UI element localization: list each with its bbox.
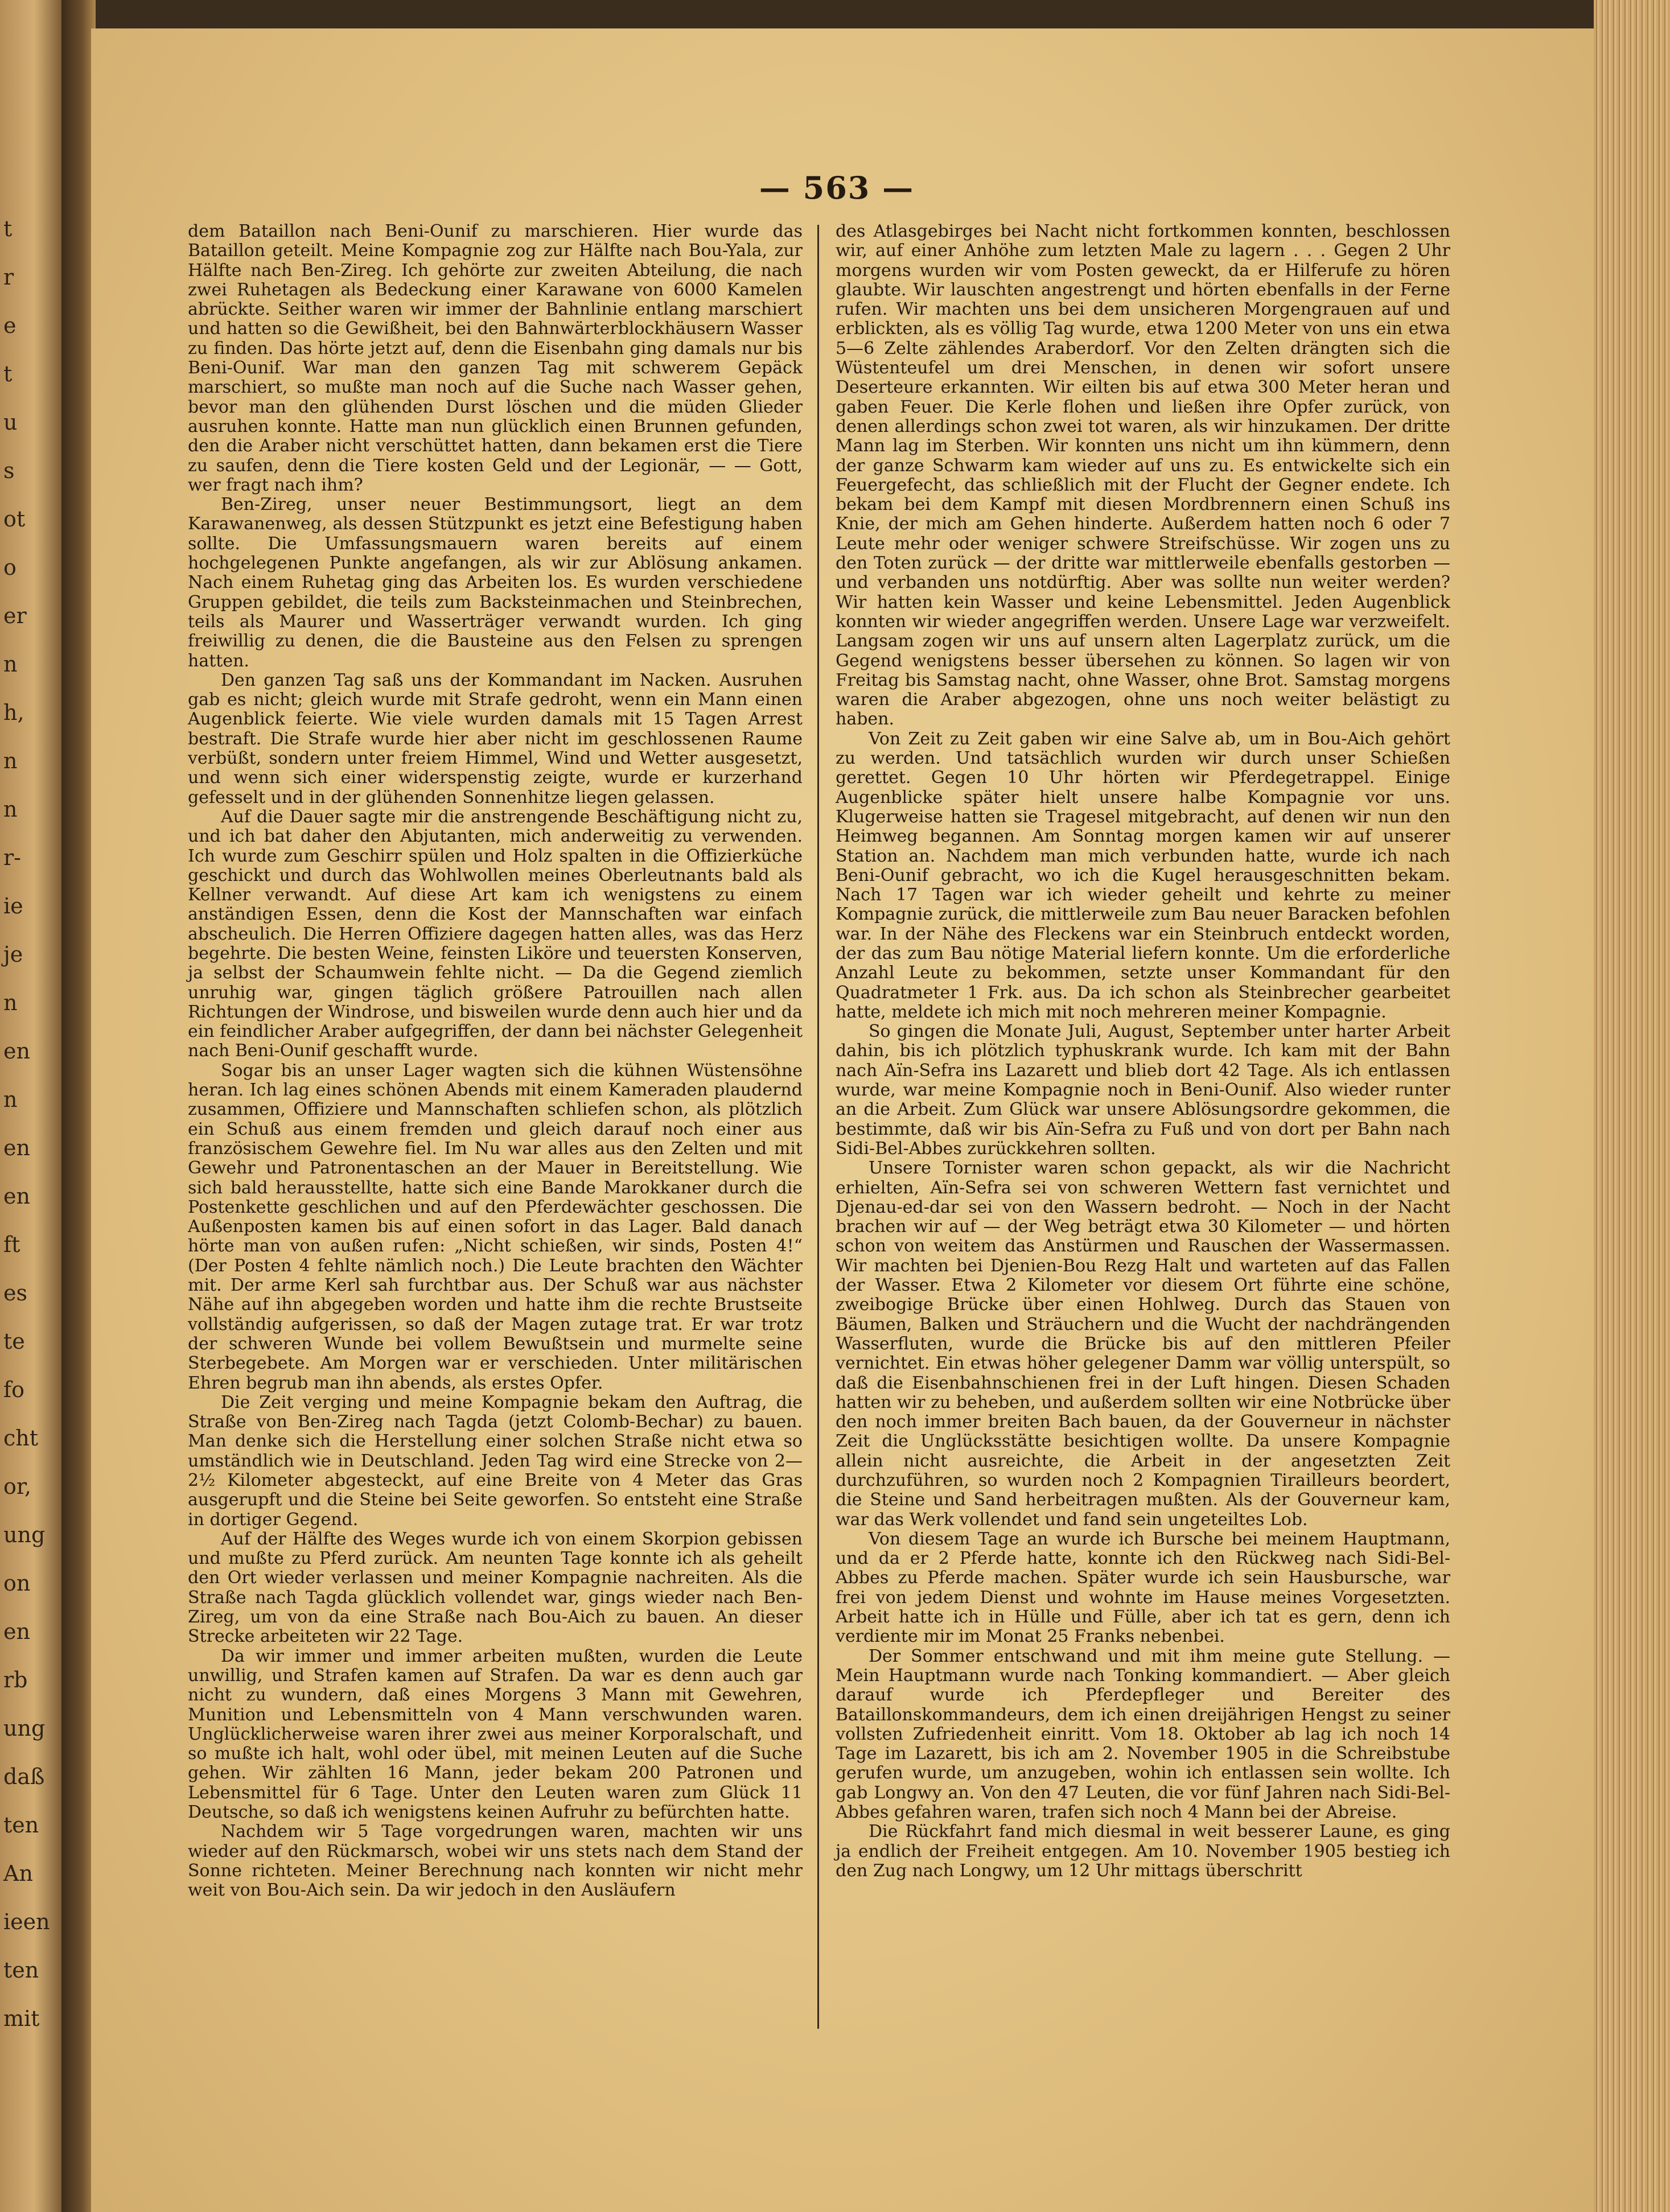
paragraph: Die Zeit verging und meine Kompagnie bekam den Auftrag, die Straße von Ben-Zireg nach Tagda (jetzt Colomb-Bechar) zu bauen. Man denke sich die Herstellung einer solchen Straße nicht etwa so umständlich wie in Deutschland. Jeden Tag wird eine Strecke von 2—2½ Kilometer abgesteckt, auf eine Breite von 4 Meter das Gras ausgerupft und die Steine bei Seite geworfen. So entsteht eine Straße in dortiger Gegend. [188,1392,803,1530]
book-gutter [61,0,96,2212]
edge-fragment: je [3,942,23,967]
edge-fragment: r- [3,845,22,870]
edge-fragment: n [3,797,18,822]
paragraph: des Atlasgebirges bei Nacht nicht fortkommen konnten, beschlossen wir, auf einer Anhöhe zum letzten Male zu lagern . . . Gegen 2 Uhr morgens wurden wir vom Posten geweckt, da er Hilferufe zu hören glaubte. Wir lauschten angestrengt und hörten ebenfalls in der Ferne rufen. Wir machten uns bei dem unsicheren Morgengrauen auf und erblickten, als es völlig Tag wurde, etwa 1200 Meter von uns ein etwa 5—6 Zelte zählendes Araberdorf. Vor den Zelten drängten sich die Wüstenteufel um drei Menschen, in denen wir sofort unsere Deserteure erkannten. Wir eilten bis auf etwa 300 Meter heran und gaben Feuer. Die Kerle flohen und ließen ihre Opfer zurück, von denen allerdings schon zwei tot waren, als wir hinzukamen. Der dritte Mann lag im Sterben. Wir konnten uns nicht um ihn kümmern, denn der ganze Schwarm kam wieder auf uns zu. Es entwickelte sich ein Feuergefecht, das schließlich mit der Flucht der Gegner endete. Ich bekam bei dem Kampf mit diesen Mordbrennern einen Schuß ins Knie, der mich am Gehen hinderte. Außerdem hatten noch 6 oder 7 Leute mehr oder weniger schwere Streifschüsse. Wir zogen uns zu den Toten zurück — der dritte war mittlerweile ebenfalls gestorben — und verbanden uns notdürftig. Aber was sollte nun weiter werden? Wir hatten kein Wasser und keine Lebensmittel. Jeden Augenblick konnten wir wieder angegriffen werden. Unsere Lage war verzweifelt. Langsam zogen wir uns auf unsern alten Lagerplatz zurück, um die Gegend wenigstens besser übersehen zu können. So lagen wir von Freitag bis Samstag nacht, ohne Wasser, ohne Brot. Samstag morgens waren die Araber abgezogen, ohne uns noch weiter belästigt zu haben. [836,221,1450,730]
page-stack-edges [1594,0,1670,2212]
paragraph: dem Bataillon nach Beni-Ounif zu marschieren. Hier wurde das Bataillon geteilt. Meine Kompagnie zog zur Hälfte nach Bou-Yala, zur Hälfte nach Ben-Zireg. Ich gehörte zur zweiten Abteilung, die nach zwei Ruhetagen als Bedeckung einer Karawane von 6000 Kamelen abrückte. Seither waren wir immer der Bahnlinie entlang marschiert und hatten so die Gewißheit, bei den Bahnwärterblockhäusern Wasser zu finden. Das hörte jetzt auf, denn die Eisenbahn ging damals nur bis Beni-Ounif. War man den ganzen Tag mit schwerem Gepäck marschiert, so mußte man noch auf die Suche nach Wasser gehen, bevor man den glühenden Durst löschen und die müden Glieder ausruhen konnte. Hatte man nun glücklich einen Brunnen gefunden, den die Araber nicht verschüttet hatten, dann bekamen erst die Tiere zu saufen, denn die Tiere kosten Geld und der Legionär, — — Gott, wer fragt nach ihm? [188,221,803,495]
edge-fragment: n [3,990,18,1015]
edge-fragment: ung [3,1716,46,1741]
column-divider [817,225,819,2029]
edge-fragment: n [3,652,18,677]
edge-fragment: en [3,1184,30,1209]
edge-fragment: ieen [3,1909,50,1934]
text-column-right [836,222,1450,1881]
edge-fragment: fo [3,1377,24,1402]
paragraph: Von Zeit zu Zeit gaben wir eine Salve ab, um in Bou-Aich gehört zu werden. Und tatsächlich wurden wir durch unser Schießen gerettet. Gegen 10 Uhr hörten wir Pferdegetrappel. Einige Augenblicke später hielt unsere halbe Kompagnie vor uns. Klugerweise hatten sie Tragesel mitgebracht, auf denen wir nun den Heimweg begannen. Am Sonntag morgen kamen wir auf unserer Station an. Nachdem man mich verbunden hatte, wurde ich nach Beni-Ounif gebracht, wo ich die Kugel herausgeschnitten bekam. Nach 17 Tagen war ich wieder geheilt und kehrte zu meiner Kompagnie zurück, die mittlerweile zum Bau neuer Baracken befohlen war. In der Nähe des Fleckens war ein Steinbruch entdeckt worden, der das zum Bau nötige Material liefern konnte. Um die erforderliche Anzahl Leute zu bekommen, setzte unser Kommandant für den Quadratmeter 1 Frk. aus. Da ich schon als Steinbrecher gearbeitet hatte, meldete ich mich mit noch mehreren meiner Kompagnie. [836,728,1450,1022]
paragraph: Da wir immer und immer arbeiten mußten, wurden die Leute unwillig, und Strafen kamen auf Strafen. Da war es denn auch gar nicht zu wundern, daß eines Morgens 3 Mann mit Gewehren, Munition und Lebensmitteln von 4 Mann verschwunden waren. Unglücklicherweise waren ihrer zwei aus meiner Korporalschaft, und so mußte ich halt, wohl oder übel, mit meinen Leuten auf die Suche gehen. Wir zählten 16 Mann, jeder bekam 200 Patronen und Lebensmittel für 6 Tage. Unter den Leuten waren zum Glück 11 Deutsche, so daß ich wenigstens keinen Aufruhr zu befürchten hatte. [188,1646,803,1823]
paragraph: Der Sommer entschwand und mit ihm meine gute Stellung. — Mein Hauptmann wurde nach Tonking kommandiert. — Aber gleich darauf wurde ich Pferdepfleger und Bereiter des Bataillonskommandeurs, dem ich einen dreijährigen Hengst zu seiner vollsten Zufriedenheit einritt. Vom 18. Oktober ab lag ich noch 14 Tage im Lazarett, bis ich am 2. November 1905 in die Schreibstube gerufen wurde, um anzugeben, wohin ich entlassen sein wollte. Ich gab Longwy an. Von den 47 Leuten, die vor fünf Jahren nach Sidi-Bel-Abbes gefahren waren, trafen sich noch 4 Mann bei der Abreise. [836,1646,1450,1823]
edge-fragment: n [3,1087,18,1112]
edge-fragment: on [3,1571,31,1596]
edge-fragment: ten [3,1958,39,1983]
edge-fragment: er [3,603,27,628]
edge-fragment: h, [3,700,24,725]
edge-fragment: daß [3,1764,45,1789]
edge-fragment: o [3,555,17,580]
edge-fragment: rb [3,1667,28,1692]
paragraph: Von diesem Tage an wurde ich Bursche bei meinem Hauptmann, und da er 2 Pferde hatte, konnte ich den Rückweg nach Sidi-Bel-Abbes zu Pferde machen. Später wurde ich sein Hausbursche, war frei von jedem Dienst und wohnte im Hause meines Vorgesetzten. Arbeit hatte ich in Hülle und Fülle, aber ich tat es gern, denn ich verdiente mir im Monat 25 Franks nebenbei. [836,1529,1450,1647]
edge-fragment: cht [3,1426,39,1451]
edge-fragment: es [3,1280,27,1305]
edge-fragment: t [3,216,13,241]
edge-fragment: ung [3,1522,46,1547]
edge-fragment: en [3,1135,30,1160]
edge-fragment: or, [3,1474,31,1499]
edge-fragment: s [3,458,15,483]
paragraph: Sogar bis an unser Lager wagten sich die kühnen Wüstensöhne heran. Ich lag eines schönen Abends mit einem Kameraden plaudernd zusammen, Offiziere und Mannschaften schliefen schon, als plötzlich ein Schuß aus einem fremden und gleich darauf noch einer aus französischem Gewehre fiel. Im Nu war alles aus den Zelten und mit Gewehr und Patronentaschen an der Mauer in Bereitstellung. Wie sich bald herausstellte, hatte sich eine Bande Marokkaner durch die Postenkette geschlichen und auf den Pferdewächter geschossen. Die Außenposten kamen bis auf einen sofort in das Lager. Bald danach hörte man von außen rufen: „Nicht schießen, wir sinds, Posten 4!“ (Der Posten 4 fehlte nämlich noch.) Die Leute brachten den Wächter mit. Der arme Kerl sah furchtbar aus. Der Schuß war aus nächster Nähe auf ihn abgegeben worden und hatte ihm die rechte Brustseite vollständig aufgerissen, so daß der Magen zutage trat. Er war trotz der schweren Wunde bei vollem Bewußtsein und murmelte seine Sterbegebete. Am Morgen war er verschieden. Unter militärischen Ehren begrub man ihn abends, als erstes Opfer. [188,1060,803,1393]
edge-fragment: en [3,1619,30,1644]
paragraph: Unsere Tornister waren schon gepackt, als wir die Nachricht erhielten, Aïn-Sefra sei von schweren Wettern fast vernichtet und Djenau-ed-dar sei von den Wassern bedroht. — Noch in der Nacht brachen wir auf — der Weg beträgt etwa 30 Kilometer — und hörten schon von weitem das Anstürmen und Rauschen der Wassermassen. Wir machten bei Djenien-Bou Rezg Halt und warteten auf das Fallen der Wasser. Etwa 2 Kilometer vor diesem Ort führte eine schöne, zweibogige Brücke über einen Hohlweg. Durch das Stauen von Bäumen, Balken und Sträuchern und die Wucht der nachdrängenden Wasserfluten, wurde die Brücke bis auf den mittleren Pfeiler vernichtet. Ein etwas höher gelegener Damm war völlig unterspült, so daß die Eisenbahnschienen frei in der Luft hingen. Diesen Schaden hatten wir zu beheben, und außerdem sollten wir eine Notbrücke über den noch immer breiten Bach bauen, da der Gouverneur in nächster Zeit die Unglücksstätte besichtigen wollte. Da unsere Kompagnie allein nicht ausreichte, die Arbeit in der angesetzten Zeit durchzuführen, so wurden noch 2 Kompagnien Tirailleurs beordert, die Steine und Sand herbeitragen mußten. Als der Gouverneur kam, war das Werk vollendet und fand sein ungeteiltes Lob. [836,1158,1450,1530]
edge-fragment: ie [3,893,23,918]
edge-fragment: te [3,1329,25,1354]
edge-fragment: u [3,410,18,435]
edge-fragment: r [3,265,14,290]
edge-fragment: en [3,1039,30,1064]
edge-fragment: n [3,748,18,773]
paragraph: Ben-Zireg, unser neuer Bestimmungsort, liegt an dem Karawanenweg, als dessen Stützpunkt es jetzt eine Befestigung haben sollte. Die Umfassungsmauern waren bereits auf einem hochgelegenen Punkte angefangen, als wir zur Ablösung ankamen. Nach einem Ruhetag ging das Arbeiten los. Es wurden verschiedene Gruppen gebildet, die teils zum Backsteinmachen und Steinbrechen, teils als Maurer und Wasserträger verwandt wurden. Ich ging freiwillig zu denen, die die Bausteine aus den Felsen zu sprengen hatten. [188,495,803,671]
edge-fragment: t [3,361,13,386]
edge-fragment: ten [3,1813,39,1838]
paragraph: So gingen die Monate Juli, August, September unter harter Arbeit dahin, bis ich plötzlich typhuskrank wurde. Ich kam mit der Bahn nach Aïn-Sefra ins Lazarett und blieb dort 42 Tage. Als ich entlassen wurde, war meine Kompagnie noch in Beni-Ounif. Also wieder runter an die Arbeit. Zum Glück war unsere Ablösungsordre gekommen, die bestimmte, daß wir bis Aïn-Sefra zu Fuß und von dort per Bahn nach Sidi-Bel-Abbes zurückkehren sollten. [836,1021,1450,1159]
paragraph: Auf der Hälfte des Weges wurde ich von einem Skorpion gebissen und mußte zu Pferd zurück. Am neunten Tage konnte ich als geheilt den Ort wieder verlassen und meiner Kompagnie nachreiten. Als die Straße nach Tagda glücklich vollendet war, gings wieder nach Ben-Zireg, um von da eine Straße nach Bou-Aich zu bauen. An dieser Strecke arbeiteten wir 22 Tage. [188,1529,803,1647]
paragraph: Die Rückfahrt fand mich diesmal in weit besserer Laune, es ging ja endlich der Freiheit entgegen. Am 10. November 1905 bestieg ich den Zug nach Longwy, um 12 Uhr mittags überschritt [836,1822,1450,1881]
edge-fragment: An [3,1861,33,1886]
paragraph: Auf die Dauer sagte mir die anstrengende Beschäftigung nicht zu, und ich bat daher den Abjutanten, mich anderweitig zu verwenden. Ich wurde zum Geschirr spülen und Holz spalten in die Offizierküche geschickt und durch das Wohlwollen meines Oberleutnants bald als Kellner verwandt. Auf diese Art kam ich wenigstens zu einem anständigen Essen, denn die Kost der Mannschaften war einfach abscheulich. Die Herren Offiziere dagegen hatten alles, was das Herz begehrte. Die besten Weine, feinsten Liköre und teuersten Konserven, ja selbst der Schaumwein fehlte nicht. — Da die Gegend ziemlich unruhig war, gingen täglich größere Patrouillen nach allen Richtungen der Windrose, und bisweilen wurde denn auch hier und da ein feindlicher Araber aufgegriffen, der dann bei nächster Gelegenheit nach Beni-Ounif geschafft wurde. [188,806,803,1061]
text-column-left [188,222,803,1901]
paragraph: Den ganzen Tag saß uns der Kommandant im Nacken. Ausruhen gab es nicht; gleich wurde mit Strafe gedroht, wenn ein Mann einen Augenblick feierte. Wie viele wurden damals mit 15 Tagen Arrest bestraft. Die Strafe wurde hier aber nicht im geschlossenen Raume verbüßt, sondern unter freiem Himmel, Wind und Wetter ausgesetzt, und wenn sich einer widerspenstig zeigte, wurde er kurzerhand gefesselt und in der glühenden Sonnenhitze liegen gelassen. [188,670,803,808]
paragraph: Nachdem wir 5 Tage vorgedrungen waren, machten wir uns wieder auf den Rückmarsch, wobei wir uns stets nach dem Stand der Sonne richteten. Meiner Berechnung nach konnten wir nicht mehr weit von Bou-Aich sein. Da wir jedoch in den Ausläufern [188,1822,803,1901]
page-number: — 563 — [759,170,915,206]
edge-fragment: ot [3,506,26,532]
edge-fragment: e [3,313,17,338]
edge-fragment: mit [3,2006,40,2031]
edge-fragment: ft [3,1232,20,1257]
